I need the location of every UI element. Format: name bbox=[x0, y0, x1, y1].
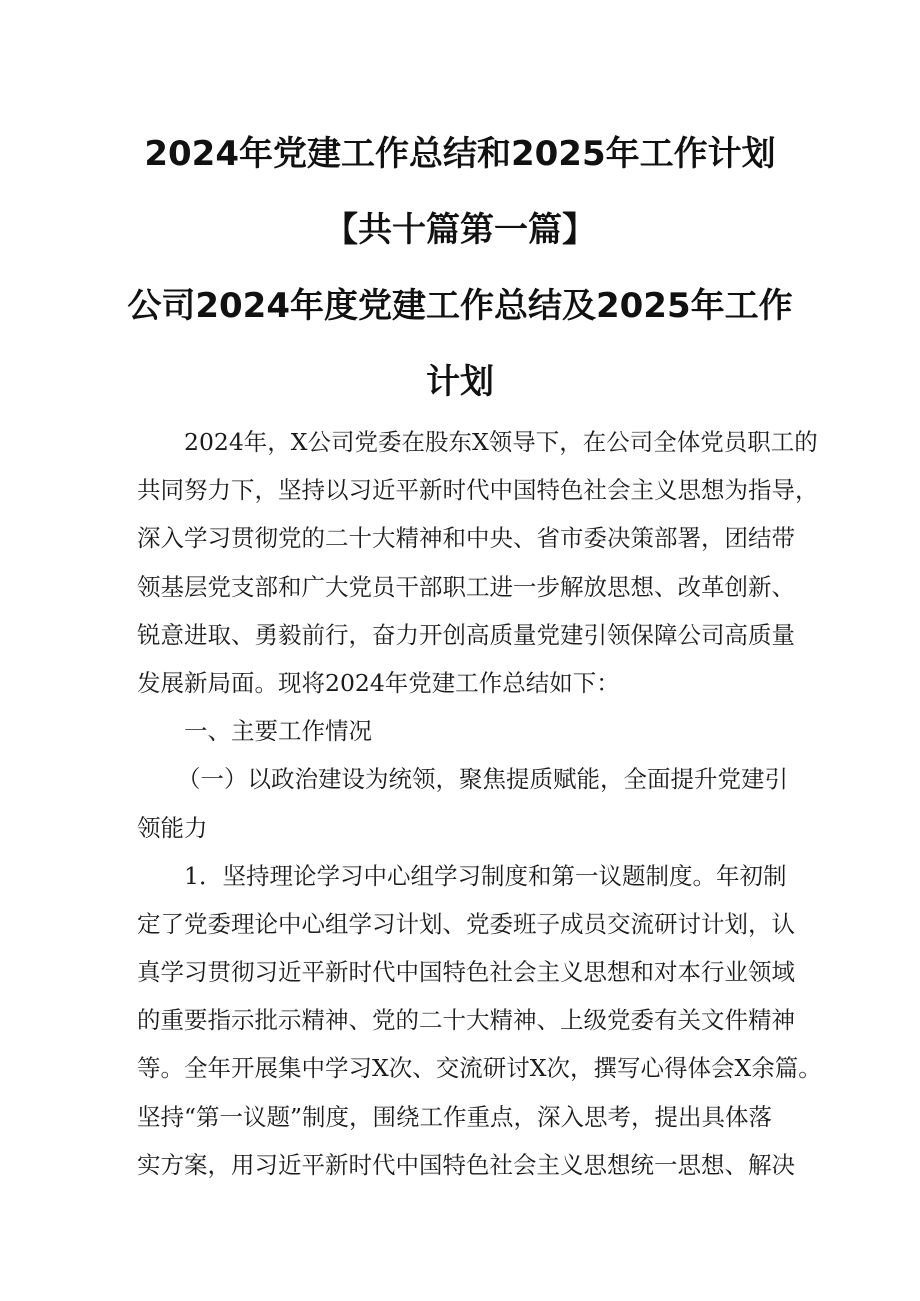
document-subtitle-line-2: 计划 bbox=[426, 362, 494, 402]
body-line: 2024年，X公司党委在股东X领导下，在公司全体党员职工的 bbox=[184, 428, 818, 456]
body-line: 1．坚持理论学习中心组学习制度和第一议题制度。年初制 bbox=[184, 861, 787, 890]
subsection-heading-cont: 领能力 bbox=[137, 813, 208, 842]
body-line: 领基层党支部和广大党员干部职工进一步解放思想、改革创新、 bbox=[137, 572, 795, 601]
body-line: 的重要指示批示精神、党的二十大精神、上级党委有关文件精神 bbox=[137, 1006, 795, 1035]
subsection-heading: （一）以政治建设为统领，聚焦提质赋能，全面提升党建引 bbox=[177, 765, 788, 794]
body-line: 共同努力下，坚持以习近平新时代中国特色社会主义思想为指导， bbox=[137, 476, 819, 505]
body-line: 实方案，用习近平新时代中国特色社会主义思想统一思想、解决 bbox=[137, 1150, 795, 1179]
document-title-line-1: 2024年党建工作总结和2025年工作计划 bbox=[144, 134, 776, 174]
document-title-line-2: 【共十篇第一篇】 bbox=[324, 210, 596, 250]
document-subtitle-line-1: 公司2024年度党建工作总结及2025年工作 bbox=[127, 286, 793, 326]
body-line: 等。全年开展集中学习X次、交流研讨X次，撰写心得体会X余篇。 bbox=[137, 1054, 822, 1083]
body-line: 发展新局面。现将2024年党建工作总结如下： bbox=[137, 668, 620, 697]
body-line: 坚持“第一议题”制度，围绕工作重点，深入思考，提出具体落 bbox=[137, 1102, 773, 1131]
body-line: 深入学习贯彻党的二十大精神和中央、省市委决策部署，团结带 bbox=[137, 524, 795, 553]
document-body bbox=[137, 418, 822, 1189]
body-line: 锐意进取、勇毅前行，奋力开创高质量党建引领保障公司高质量 bbox=[137, 620, 795, 649]
section-heading: 一、主要工作情况 bbox=[184, 717, 372, 746]
body-line: 真学习贯彻习近平新时代中国特色社会主义思想和对本行业领域 bbox=[137, 958, 795, 987]
body-line: 定了党委理论中心组学习计划、党委班子成员交流研讨计划，认 bbox=[137, 909, 795, 938]
